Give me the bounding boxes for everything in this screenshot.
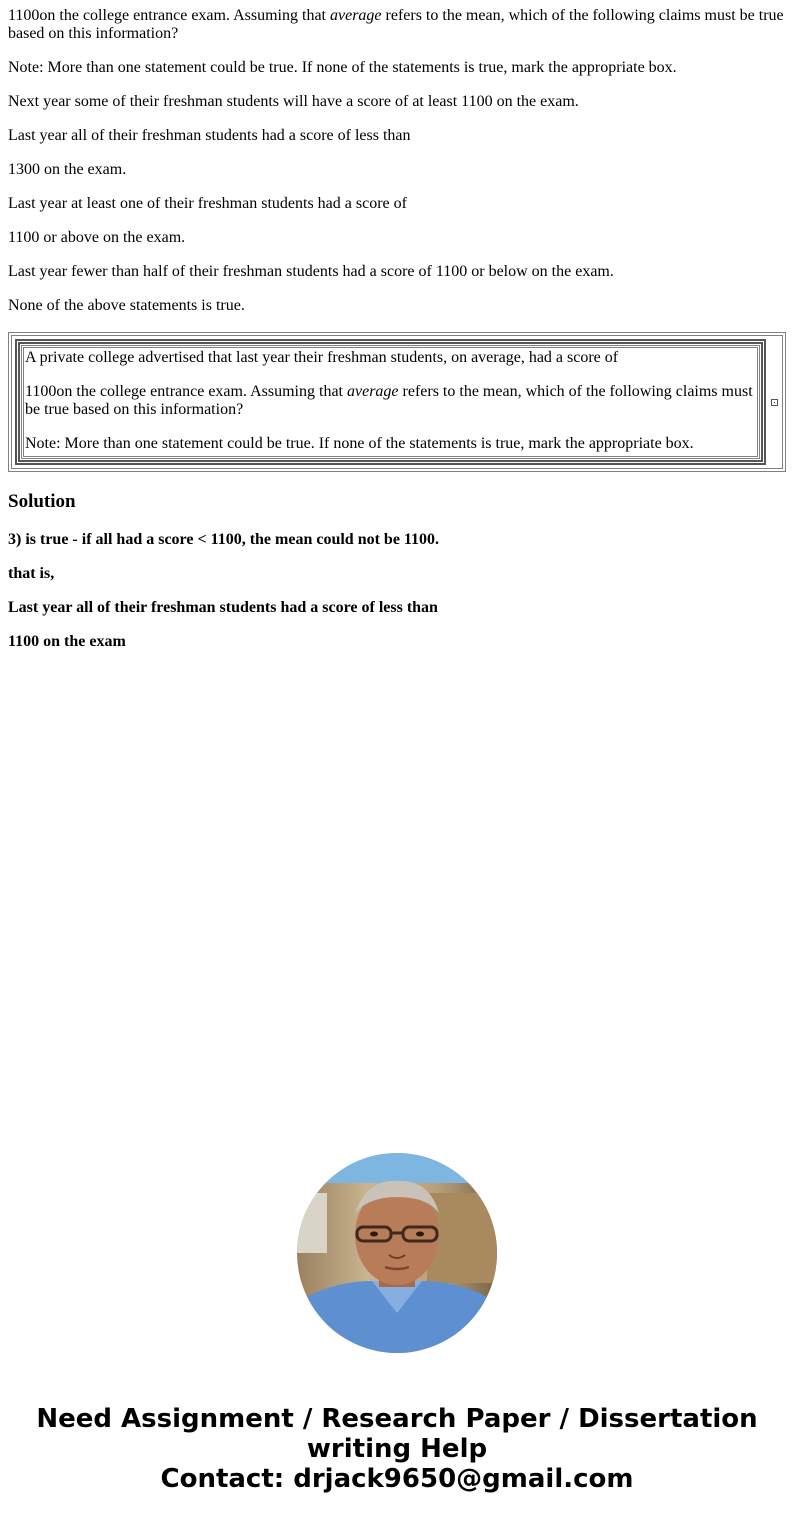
boxed-question-emphasis: average [346,383,399,400]
question-intro-emphasis: average [329,7,382,24]
question-intro-text: 1100on the college entrance exam. Assuming that [8,7,330,24]
option-c-line2: 1100 or above on the exam. [8,229,186,246]
option-b-line2: 1300 on the exam. [8,161,127,178]
expand-icon[interactable] [771,399,778,406]
promo-banner [0,1404,794,1494]
solution-line1: 3) is true - if all had a score < 1100, the mean could not be 1100. [8,531,440,548]
question-box-frame [11,335,783,469]
boxed-question-line2 [25,383,756,419]
option-a: Next year some of their freshman students will have a score of at least 1100 on the exam. [8,93,579,110]
promo-line1: Need Assignment / Research Paper / Dissertation [36,1404,758,1434]
promo-contact[interactable]: Contact: drjack9650@gmail.com [160,1464,634,1494]
boxed-question-note: Note: More than one statement could be true. If none of the statements is true, mark the appropriate box. [25,435,694,452]
option-d: Last year fewer than half of their freshman students had a score of 1100 or below on the exam. [8,263,614,280]
question-intro-text-end: refers to the mean, which of the following claims must be true based on this information? [8,7,784,42]
boxed-question-line2-text: 1100on the college entrance exam. Assuming that [25,383,347,400]
boxed-question-text [23,347,758,457]
solution-heading: Solution [8,491,76,512]
question-box [8,332,786,472]
option-c-line1: Last year at least one of their freshman students had a score of [8,195,407,212]
boxed-question-line2-end: refers to the mean, which of the following claims must be true based on this information? [25,383,753,418]
question-box-inner [15,339,766,465]
option-b-line1: Last year all of their freshman students had a score of less than [8,127,411,144]
option-e: None of the above statements is true. [8,297,245,314]
solution-line3: Last year all of their freshman students had a score of less than [8,599,438,616]
solution-line4: 1100 on the exam [8,633,126,650]
author-avatar [297,1153,497,1353]
promo-line2: writing Help [306,1434,488,1464]
boxed-question-line1: A private college advertised that last year their freshman students, on average, had a score of [25,349,619,366]
author-photo [297,1153,497,1353]
solution-line2: that is, [8,565,55,582]
question-note: Note: More than one statement could be true. If none of the statements is true, mark the appropriate box. [8,59,677,76]
question-intro [8,7,786,43]
